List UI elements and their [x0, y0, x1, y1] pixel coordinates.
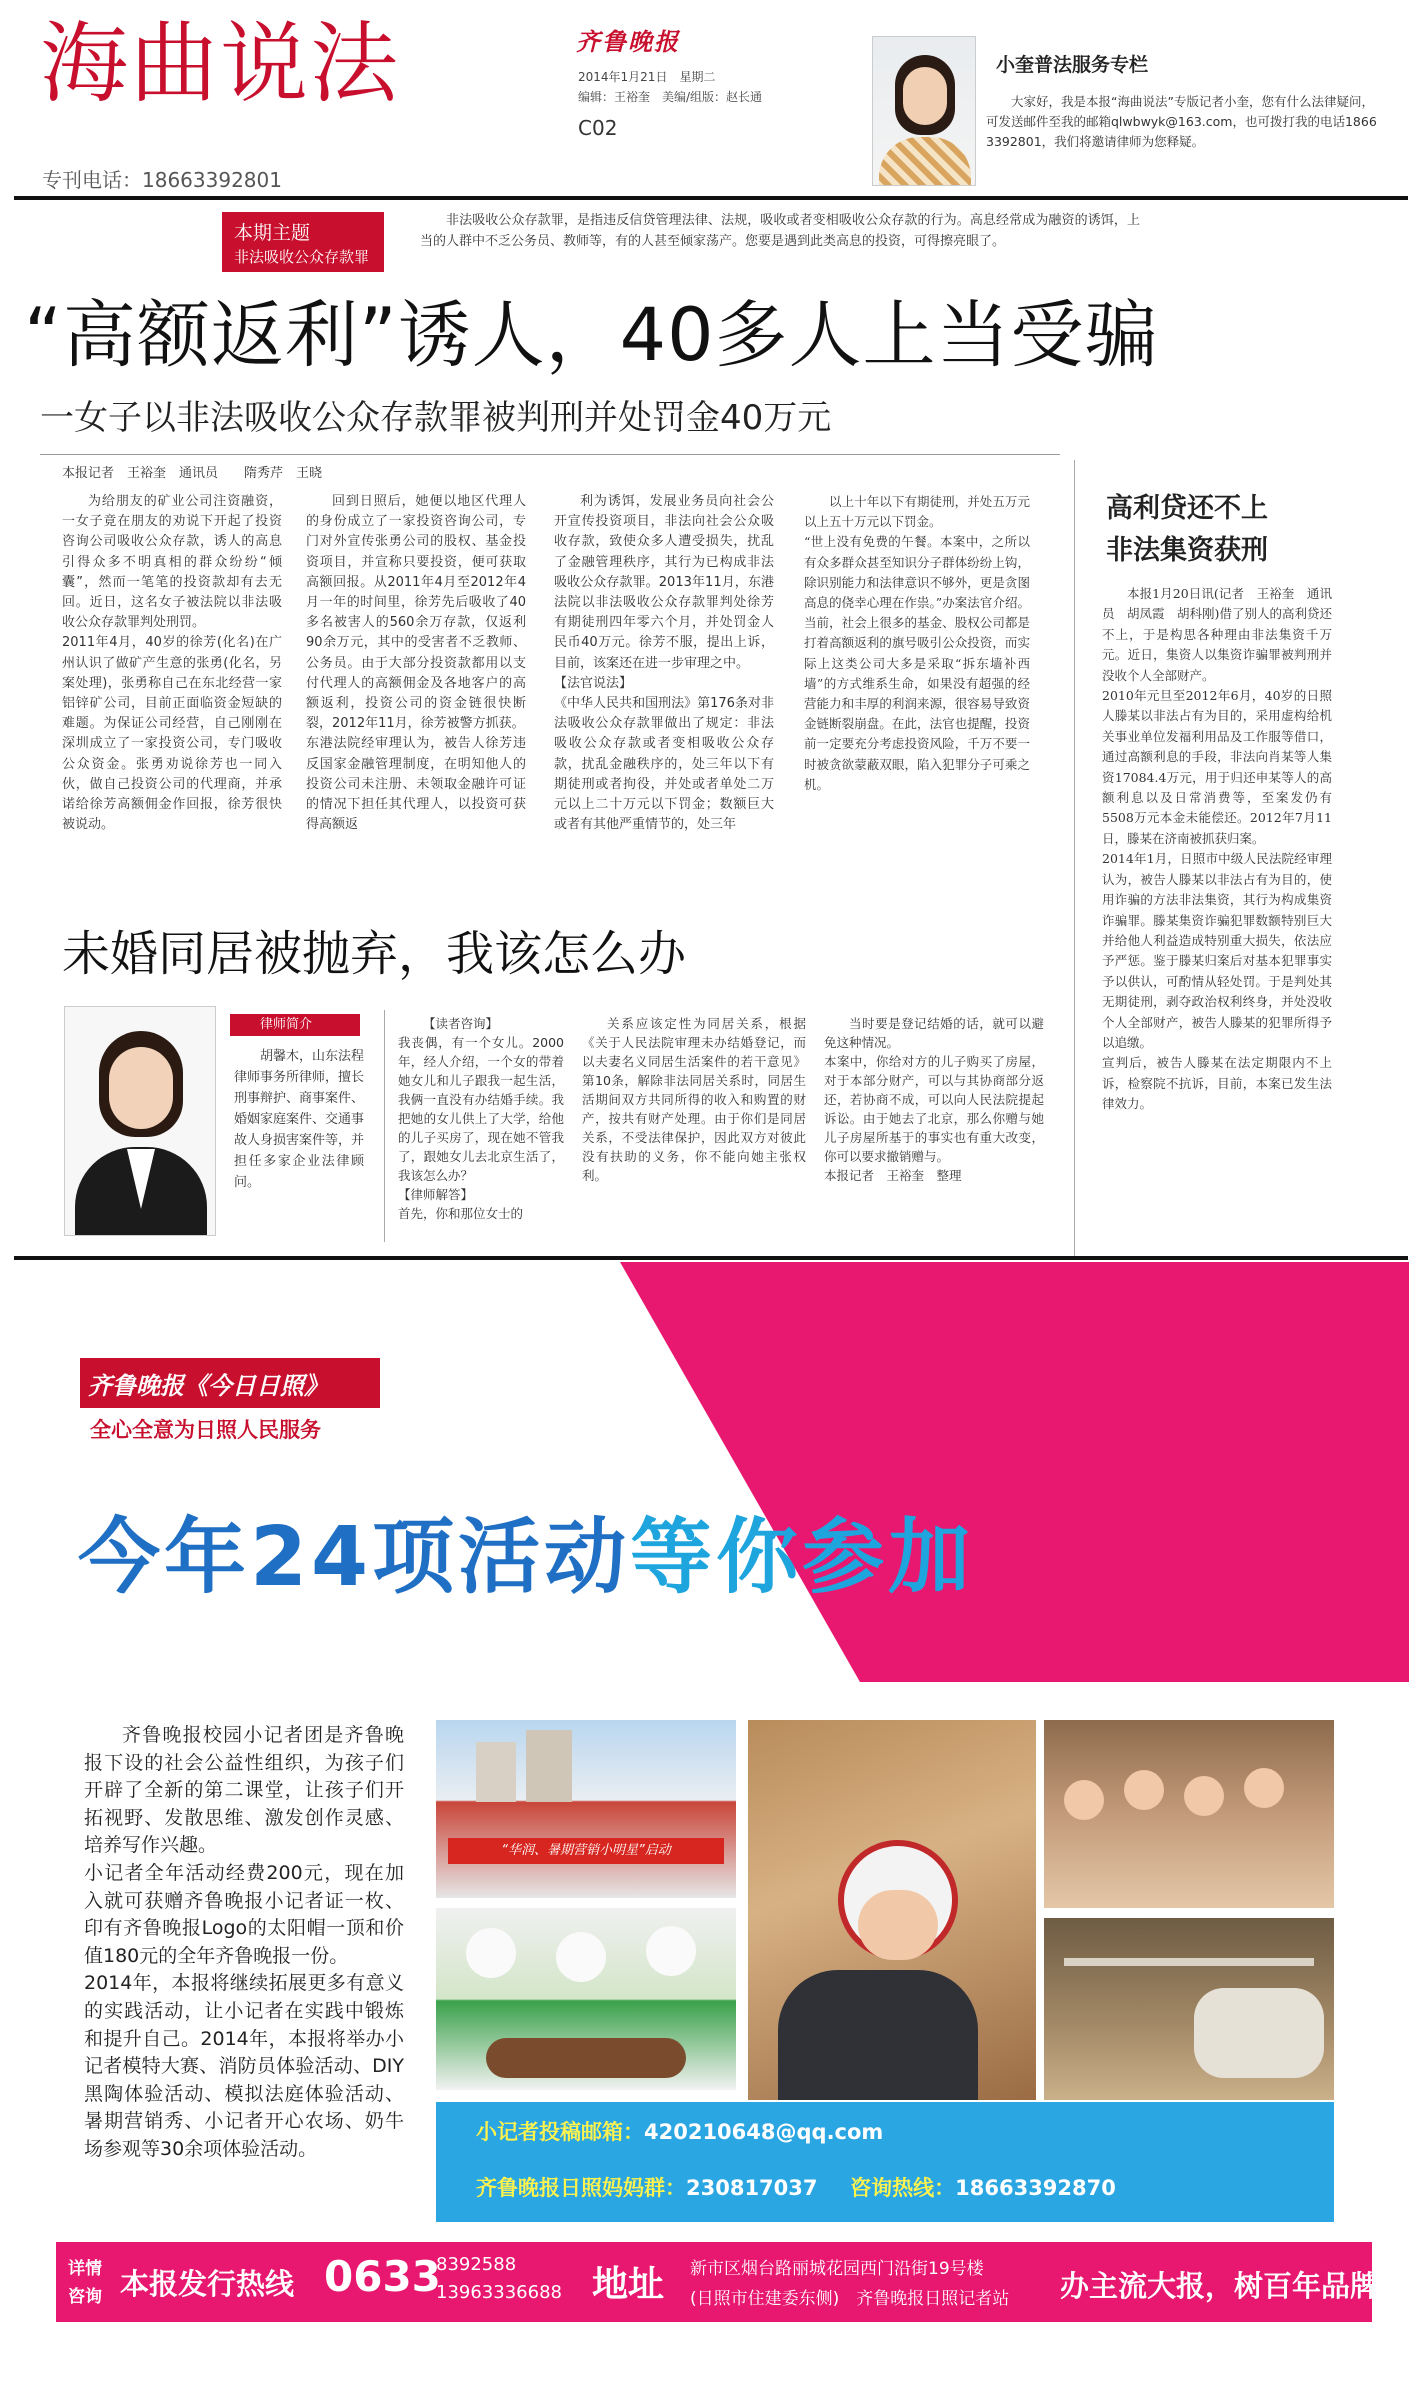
bottom-phone-2: 13963336688 — [436, 2282, 562, 2303]
bottom-hotline-label: 本报发行热线 — [120, 2267, 295, 2301]
bottom-detail-label-2: 咨询 — [68, 2287, 102, 2307]
bottom-address-label: 地址 — [592, 2264, 665, 2305]
ad-photo-cooking — [436, 1908, 736, 2090]
ad-photo-climbing — [748, 1720, 1036, 2100]
page-number: C02 — [578, 116, 618, 140]
ad-contact-line1 — [476, 2116, 883, 2146]
qa-divider — [384, 1010, 385, 1242]
ad-logo-text: 齐鲁晚报《今日日照》 — [88, 1372, 328, 1400]
masthead-title: 海曲说法 — [40, 12, 401, 115]
ad-hotline-label: 咨询热线： — [850, 2176, 956, 2200]
issue-editors: 编辑：王裕奎 美编/组版：赵长通 — [578, 90, 763, 104]
ad-headline — [78, 1508, 974, 1608]
ad-slogan: 全心全意为日照人民服务 — [90, 1418, 321, 1442]
ad-qq-label: 齐鲁晚报日照妈妈群： — [476, 2176, 686, 2200]
main-byline: 本报记者 王裕奎 通讯员 隋秀芹 王晓 — [62, 466, 323, 481]
ad-body: 齐鲁晚报校园小记者团是齐鲁晚报下设的社会公益性组织，为孩子们开辟了全新的第二课堂，让孩子们开拓视野、发散思维、激发创作灵感、培养写作兴趣。 小记者全年活动经费200元，现在加入就可获赠齐鲁晚报小记者证一枚、印有齐鲁晚报Logo的太阳帽一顶和价值180元的全年齐鲁晚报一份。 2014年，本报将继续拓展更多有意义的实践活动，让小记者在实践中锻炼和提升自己。2014年，本报将举办小记者模特大赛、消防员体验活动、DIY黑陶体验活动、模拟法庭体验活动、暑期营销秀、小记者开心农场、奶牛场参观等30余项体验活动。 — [84, 1724, 404, 2160]
theme-intro: 非法吸收公众存款罪，是指违反信贷管理法律、法规，吸收或者变相吸收公众存款的行为。高息经常成为融资的诱饵，上当的人群中不乏公务员、教师等，有的人甚至倾家荡产。您要是遇到此类高息的投资，可得擦亮眼了。 — [420, 213, 1140, 249]
lawyer-label: 律师简介 — [230, 1014, 360, 1036]
main-article-col4: 以上十年以下有期徒刑，并处五万元以上五十万元以下罚金。 “世上没有免费的午餐。本案中，之所以有众多群众甚至知识分子群体纷纷上钩，除识别能力和法律意识不够外，更是贪图高息的侥幸心理在作祟。”办案法官介绍。当前，社会上很多的基金、股权公司都是打着高额返利的旗号吸引公众投资，而实际上这类公司大多是采取“拆东墙补西墙”的方式维系生命，如果没有超强的经营能力和丰厚的利润来源，很容易导致资金链断裂崩盘。在此，法官也提醒，投资前一定要充分考虑投资风险，千万不要一时被贪欲蒙蔽双眼，陷入犯罪分子可乘之机。 — [804, 494, 1030, 792]
main-subhead: 一女子以非法吸收公众存款罪被判刑并处罚金40万元 — [40, 398, 832, 438]
ad-qq: 230817037 — [686, 2176, 818, 2200]
ad-contact-line2 — [476, 2172, 1116, 2202]
side-article-body: 本报1月20日讯(记者 王裕奎 通讯员 胡凤霞 胡科刚)借了别人的高利贷还不上，于是构思各种理由非法集资千万元。近日，集资人以集资诈骗罪被判刑并没收个人全部财产。 2010年元旦至2012年6月，40岁的日照人滕某以非法占有为目的，采用虚构给机关事业单位发福利用品及工作服等借口，通过高额利息的手段，非法向肖某等人集资17084.4万元，用于归还申某等人的高额利息以及日常消费等，至案发仍有5508万元本金未能偿还。2012年7月11日，滕某在济南被抓获归案。 2014年1月，日照市中级人民法院经审理认为，被告人滕某以非法占有为目的，使用诈骗的方法非法集资，其行为构成集资诈骗罪。滕某集资诈骗犯罪数额特别巨大并给他人利益造成特别重大损失，依法应予严惩。鉴于滕某归案后对基本犯罪事实予以供认，可酌情从轻处罚。于是判处其无期徒刑，剥夺政治权利终身，并处没收个人全部财产，被告人滕某的犯罪所得予以追缴。 宣判后，被告人滕某在法定期限内不上诉，检察院不抗诉，目前，本案已发生法律效力。 — [1102, 586, 1332, 1112]
bottom-motto: 办主流大报，树百年品牌 — [1060, 2269, 1380, 2303]
main-article-col2: 回到日照后，她便以地区代理人的身份成立了一家投资咨询公司，专门对外宣传张勇公司的股权、基金投资项目，并宣称只要投资，便可获取高额回报。从2011年4月至2012年4月一年的时间里，徐芳先后吸收了40多名被害人的560余万存款，仅返利90余万元，其中的受害者不乏教师、公务员。由于大部分投资款都用以支付代理人的高额佣金及各地客户的高额返利，投资公司的资金链很快断裂，2012年11月，徐芳被警方抓获。 东港法院经审理认为，被告人徐芳违反国家金融管理制度，在明知他人的投资公司未注册、未领取金融许可证的情况下担任其代理人，以投资可获得高额返 — [306, 494, 526, 833]
bottom-phone-1: 8392588 — [436, 2254, 517, 2275]
bottom-address-line1: 新市区烟台路丽城花园西门沿街19号楼 — [690, 2259, 984, 2279]
column-box-text: 大家好，我是本报“海曲说法”专版记者小奎，您有什么法律疑问，可发送邮件至我的邮箱qlwbwyk@163.com，也可拨打我的电话18663392801，我们将邀请律师为您释疑。 — [986, 94, 1377, 149]
ad-photo-farm — [1044, 1918, 1334, 2100]
qa-col1: 【读者咨询】 我丧偶，有一个女儿。2000年，经人介绍，一个女的带着她女儿和儿子跟我一起生活，我俩一直没有办结婚手续。我把她的女儿供上了大学，给他的儿子买房了，现在她不管我了，跟她女儿去北京生活了，我该怎么办？ 【律师解答】 首先，你和那位女士的 — [398, 1016, 564, 1221]
bottom-address-line2: (日照市住建委东侧) 齐鲁晚报日照记者站 — [690, 2289, 1010, 2309]
ad-email[interactable]: 420210648@qq.com — [644, 2120, 884, 2144]
theme-topic: 非法吸收公众存款罪 — [234, 248, 370, 266]
side-headline-1: 高利贷还不上 — [1106, 493, 1268, 524]
ad-photo-banner: “华润、暑期营销小明星”启动 — [448, 1838, 724, 1864]
theme-label: 本期主题 — [234, 222, 311, 244]
qa-headline: 未婚同居被抛弃，我该怎么办 — [62, 926, 687, 982]
column-box-title: 小奎普法服务专栏 — [996, 54, 1149, 76]
ad-photo-kids-cakes — [1044, 1720, 1334, 1908]
ad-magenta-wedge — [0, 1262, 1409, 1682]
paper-logo: 齐鲁晚报 — [576, 27, 680, 56]
lawyer-photo — [64, 1006, 216, 1236]
main-rule — [40, 454, 1060, 455]
side-headline-2: 非法集资获刑 — [1106, 535, 1268, 566]
bottom-area-code: 0633 — [324, 2252, 441, 2301]
ad-headline-a: 今年24项活动 — [78, 1510, 631, 1605]
ad-headline-b: 等你参加 — [630, 1510, 975, 1605]
reporter-photo — [872, 36, 976, 186]
masthead-rule — [14, 196, 1408, 200]
lawyer-bio: 胡馨木，山东法程律师事务所律师，擅长刑事辩护、商事案件、婚姻家庭案件、交通事故人身损害案件等，并担任多家企业法律顾问。 — [234, 1049, 365, 1190]
qa-col3: 当时要是登记结婚的话，就可以避免这种情况。 本案中，你给对方的儿子购买了房屋，对于本部分财产，可以与其协商部分返还，若协商不成，可以向人民法院提起诉讼。由于她去了北京，那么你赠与她儿子房屋所基于的事实也有重大改变，你可以要求撤销赠与。 本报记者 王裕奎 整理 — [824, 1016, 1044, 1183]
ad-email-label: 小记者投稿邮箱： — [476, 2120, 644, 2144]
qa-col2: 关系应该定性为同居关系，根据《关于人民法院审理未办结婚登记，而以夫妻名义同居生活案件的若干意见》第10条，解除非法同居关系时，同居生活期间双方共同所得的收入和购置的财产，按共有财产处理。由于你们是同居关系，不受法律保护，因此双方对彼此没有扶助的义务，你不能向她主张权利。 — [582, 1016, 806, 1183]
bottom-detail-label-1: 详情 — [68, 2259, 102, 2279]
main-article-col1: 为给朋友的矿业公司注资融资，一女子竟在朋友的劝说下开起了投资咨询公司吸收公众存款，诱人的高息引得众多不明真相的群众纷纷“倾囊”，然而一笔笔的投资款却有去无回。近日，这名女子被法院以非法吸收公众存款罪判处刑罚。 2011年4月，40岁的徐芳(化名)在广州认识了做矿产生意的张勇(化名，另案处理)，张勇称自己在东北经营一家铝锌矿公司，目前正面临资金短缺的难题。为保证公司经营，自己刚刚在深圳成立了一家投资公司，专门吸收公众资金。张勇劝说徐芳也一同入伙，做自己投资公司的代理商，并承诺给徐芳高额佣金作回报，徐芳很快被说动。 — [62, 494, 282, 833]
side-divider — [1074, 460, 1075, 1260]
ad-photo-group — [436, 1720, 736, 1898]
issue-date: 2014年1月21日 星期二 — [578, 70, 716, 84]
ad-hotline: 18663392870 — [955, 2176, 1116, 2200]
ad-top-rule — [14, 1256, 1408, 1260]
main-headline: “高额返利”诱人，40多人上当受骗 — [24, 293, 1159, 378]
main-article-col3: 利为诱饵，发展业务员向社会公开宣传投资项目，非法向社会公众吸收存款，致使众多人遭受损失，扰乱了金融管理秩序，其行为已构成非法吸收公众存款罪。2013年11月，东港法院以非法吸收公众存款罪判处徐芳有期徒刑四年零六个月，并处罚金人民币40万元。徐芳不服，提出上诉，目前，该案还在进一步审理之中。 【法官说法】 《中华人民共和国刑法》第176条对非法吸收公众存款罪做出了规定：非法吸收公众存款或者变相吸收公众存款，扰乱金融秩序的，处三年以下有期徒刑或者拘役，并处或者单处二万元以上二十万元以下罚金；数额巨大或者有其他严重情节的，处三年 — [554, 494, 774, 833]
masthead-hotline: 专刊电话：18663392801 — [42, 168, 282, 192]
